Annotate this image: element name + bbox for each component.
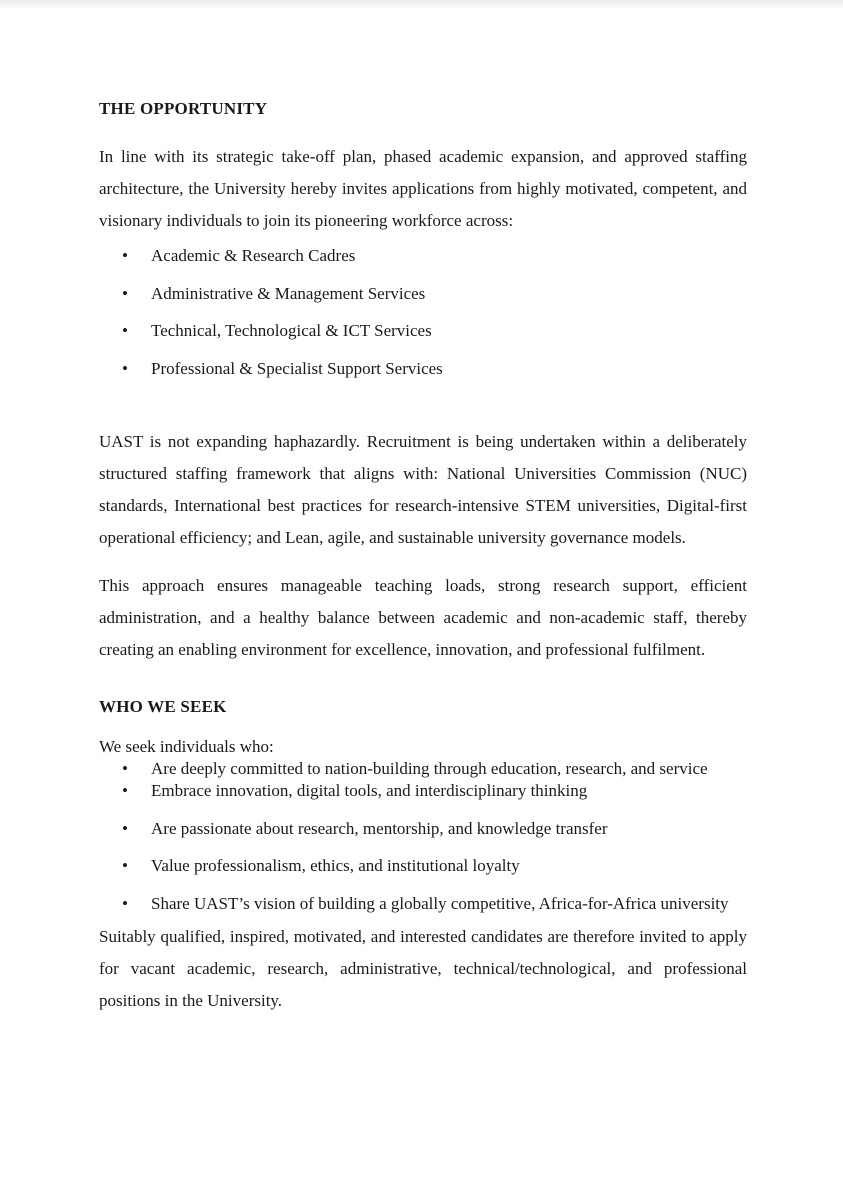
- list-item: • Administrative & Management Services: [99, 275, 747, 313]
- section-heading-who-we-seek: WHO WE SEEK: [99, 697, 227, 716]
- who-we-seek-intro: We seek individuals who:: [99, 737, 274, 756]
- scan-edge-shadow: [0, 0, 843, 10]
- approach-paragraph: This approach ensures manageable teaching loads, strong research support, efficient administration, and a healthy balance between academic and non-academic staff, thereby creating an enabling environment for excellence, innovation, and professional fulfilment.: [99, 576, 747, 659]
- opportunity-intro-paragraph: In line with its strategic take-off plan, phased academic expansion, and approved staffing architecture, the University hereby invites applications from highly motivated, competent, and visionary individuals to join its pioneering workforce across:: [99, 147, 747, 230]
- list-item: • Are deeply committed to nation-building through education, research, and service: [99, 758, 747, 779]
- list-item: • Embrace innovation, digital tools, and interdisciplinary thinking: [99, 780, 747, 801]
- list-item: • Value professionalism, ethics, and institutional loyalty: [99, 855, 747, 876]
- section-heading-opportunity: THE OPPORTUNITY: [99, 99, 268, 118]
- document-body: [99, 96, 747, 1017]
- candidate-qualities-list: [99, 758, 747, 914]
- closing-invitation-paragraph: Suitably qualified, inspired, motivated, and interested candidates are therefore invited to apply for vacant academic, research, administrative, technical/technological, and professional positions in the University.: [99, 927, 747, 1010]
- list-item: • Share UAST’s vision of building a globally competitive, Africa-for-Africa university: [99, 893, 747, 914]
- list-item: • Technical, Technological & ICT Services: [99, 312, 747, 350]
- list-item: • Academic & Research Cadres: [99, 237, 747, 275]
- list-item: • Professional & Specialist Support Services: [99, 350, 747, 388]
- recruitment-framework-paragraph: UAST is not expanding haphazardly. Recruitment is being undertaken within a deliberately structured staffing framework that aligns with: National Universities Commission (NUC) standards, International best practices for research-intensive STEM universities, Digital-first operational efficiency; and Lean, agile, and sustainable university governance models.: [99, 432, 747, 547]
- workforce-cadres-list: [99, 237, 747, 387]
- list-item: • Are passionate about research, mentorship, and knowledge transfer: [99, 818, 747, 839]
